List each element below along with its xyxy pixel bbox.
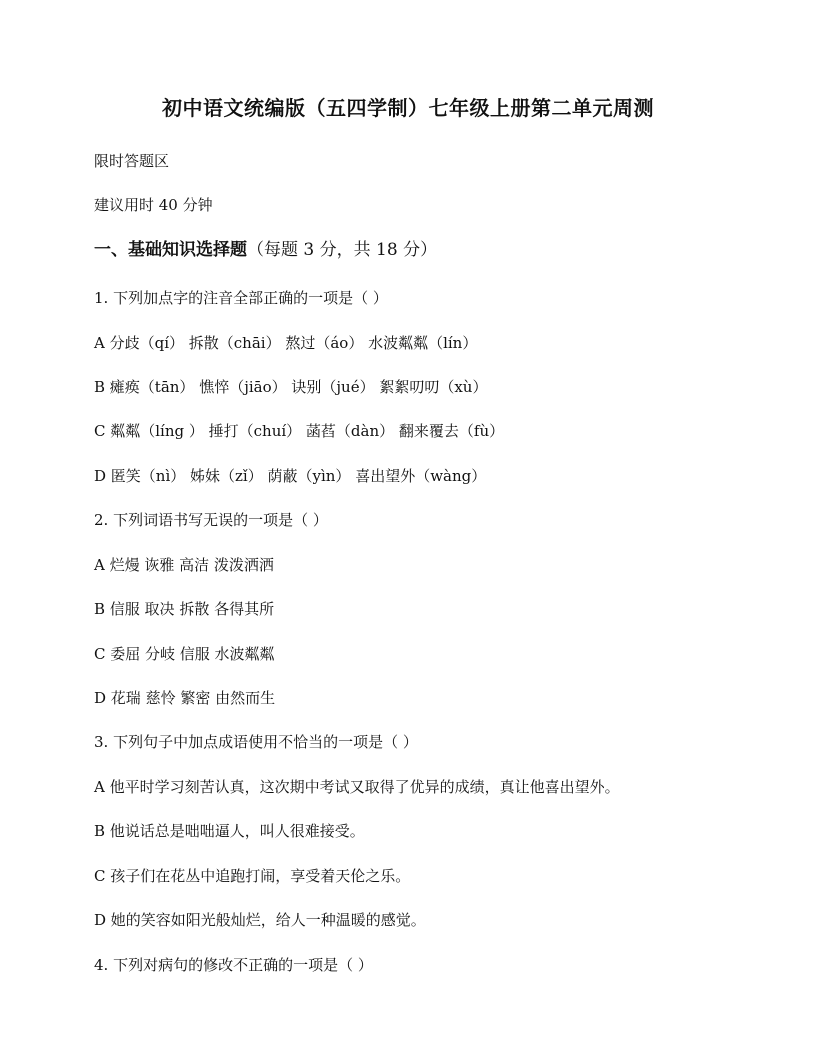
question-2-stem: 2. 下列词语书写无误的一项是（ ）: [94, 511, 328, 529]
question-1-option-a: A 分歧（qí） 拆散（chāi） 熬过（áo） 水波粼粼（lín）: [94, 334, 478, 352]
section-score-note: （每题 3 分，共 18 分）: [247, 240, 438, 260]
question-1-option-c: C 粼粼（líng ） 捶打（chuí） 菡萏（dàn） 翻来覆去（fù）: [94, 422, 505, 440]
question-3-option-d: D 她的笑容如阳光般灿烂，给人一种温暖的感觉。: [94, 911, 426, 929]
question-1-option-b: B 瘫痪（tān） 憔悴（jiāo） 诀别（jué） 絮絮叨叨（xù）: [94, 378, 488, 396]
time-suggestion: 建议用时 40 分钟: [94, 196, 213, 214]
question-4-stem: 4. 下列对病句的修改不正确的一项是（ ）: [94, 956, 373, 974]
question-2-option-b: B 信服 取决 拆散 各得其所: [94, 600, 275, 618]
question-1-stem: 1. 下列加点字的注音全部正确的一项是（ ）: [94, 289, 388, 307]
document-title: 初中语文统编版（五四学制）七年级上册第二单元周测: [162, 96, 654, 120]
section-heading-text: 一、基础知识选择题: [94, 240, 247, 260]
zone-label: 限时答题区: [94, 152, 170, 170]
question-2-option-c: C 委屈 分岐 信服 水波粼粼: [94, 645, 275, 663]
question-2-option-a: A 烂熳 诙雅 高洁 泼泼洒洒: [94, 556, 274, 574]
section-heading: [94, 238, 437, 262]
question-2-option-d: D 花瑞 慈怜 繁密 由然而生: [94, 689, 276, 707]
question-1-option-d: D 匿笑（nì） 姊妹（zǐ） 荫蔽（yìn） 喜出望外（wàng）: [94, 467, 487, 485]
question-3-option-a: A 他平时学习刻苦认真，这次期中考试又取得了优异的成绩，真让他喜出望外。: [94, 778, 620, 796]
question-3-option-c: C 孩子们在花丛中追跑打闹，享受着天伦之乐。: [94, 867, 411, 885]
question-3-stem: 3. 下列句子中加点成语使用不恰当的一项是（ ）: [94, 733, 418, 751]
question-3-option-b: B 他说话总是咄咄逼人，叫人很难接受。: [94, 822, 365, 840]
